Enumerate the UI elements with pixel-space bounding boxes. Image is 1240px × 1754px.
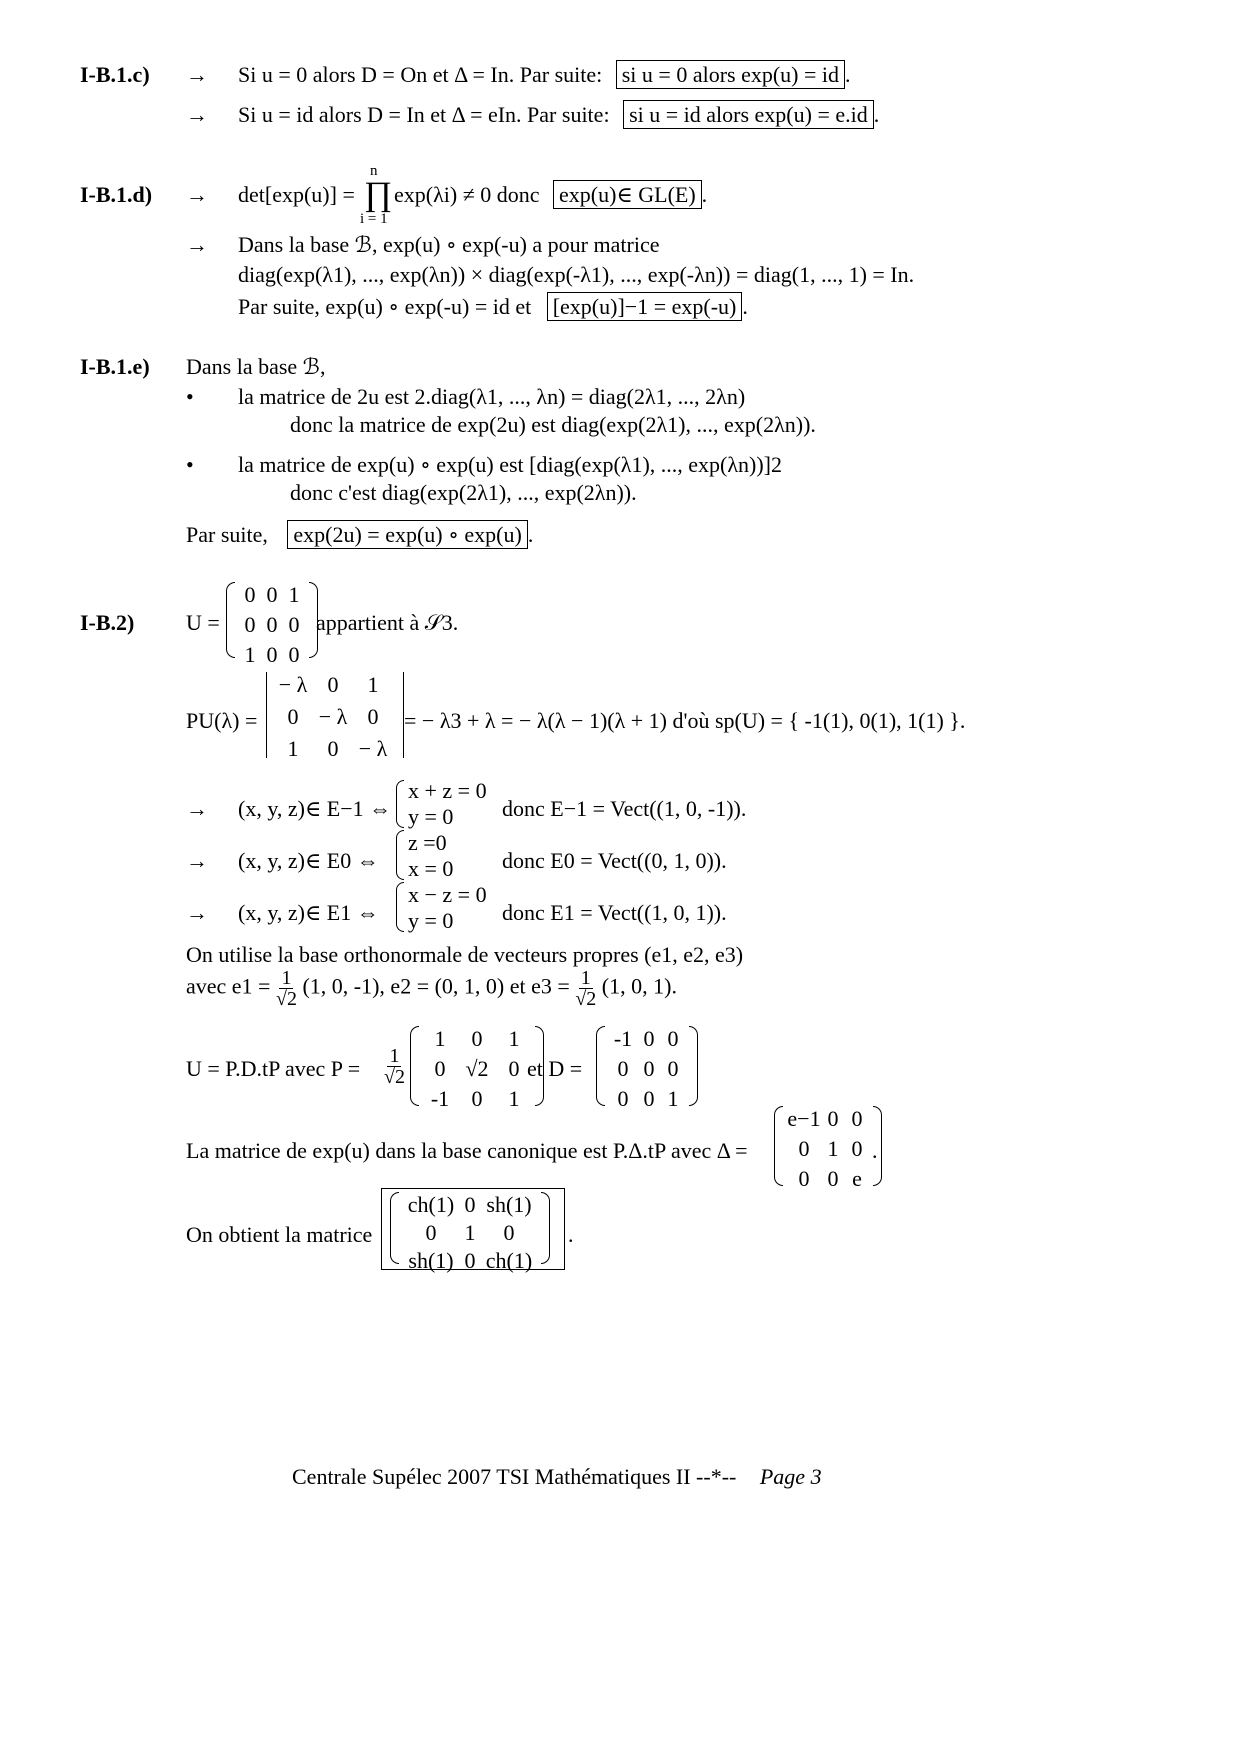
basis-avec: avec e1 = — [186, 973, 271, 999]
prod-upper-index: n — [370, 163, 378, 179]
fraction-one-over-sqrt2 — [276, 968, 297, 1009]
basis-e1-e2: (1, 0, -1), e2 = (0, 1, 0) et e3 = — [302, 973, 570, 999]
b1d-boxed-inverse: [exp(u)]−1 = exp(-u) — [547, 292, 743, 321]
b1d-line2: Dans la base ℬ, exp(u) ∘ exp(-u) a pour matrice — [238, 232, 660, 257]
b1e-intro: Dans la base ℬ, — [186, 354, 326, 379]
pu-lhs: PU(λ) = — [186, 708, 258, 733]
d-matrix — [596, 1026, 698, 1111]
brace-icon — [396, 882, 404, 932]
final-matrix-cell-2-0: sh(1) — [408, 1248, 454, 1273]
p-matrix-cells — [419, 1026, 535, 1111]
pu-det-cell-1-2: 0 — [367, 704, 379, 729]
footer-text: Centrale Supélec 2007 TSI Mathématiques II --*-- — [292, 1464, 737, 1489]
b1c-line1-boxed-result: si u = 0 alors exp(u) = id — [616, 60, 845, 89]
frac-den: √2 — [384, 1066, 405, 1088]
basis-e3: (1, 0, 1). — [601, 973, 677, 999]
u-matrix-cell-2-1: 0 — [266, 642, 278, 667]
b1e-conclusion-text: Par suite, — [186, 522, 268, 547]
d-matrix-cell-1-0: 0 — [617, 1056, 629, 1081]
pu-det-cell-0-2: 1 — [367, 672, 379, 697]
p-matrix-cell-0-0: 1 — [434, 1026, 446, 1051]
delta-matrix-cell-0-1: 0 — [827, 1106, 839, 1131]
p-matrix-cell-2-0: -1 — [430, 1086, 450, 1111]
eig-sys2-1: y = 0 — [408, 908, 454, 933]
b1e-conclusion: Par suite, exp(2u) = exp(u) ∘ exp(u) . — [186, 522, 534, 547]
section-label-b1d: I-B.1.d) — [80, 182, 153, 207]
arrow-icon: → — [186, 62, 208, 87]
delta-matrix-cell-2-0: 0 — [798, 1166, 810, 1191]
sqrt-radicand: 2 — [394, 1066, 405, 1088]
b1c-line2-boxed-result: si u = id alors exp(u) = e.id — [623, 100, 874, 129]
pu-determinant-cells — [269, 672, 397, 761]
section-label-b2: I-B.2) — [80, 610, 135, 635]
delta-matrix-cell-0-2: 0 — [851, 1106, 863, 1131]
b1e-item2-b: donc c'est diag(exp(2λ1), ..., exp(2λn)). — [290, 480, 637, 505]
basis-line: On utilise la base orthonormale de vecteurs propres (e1, e2, e3) — [186, 942, 744, 967]
b1d-line4: Par suite, exp(u) ∘ exp(-u) = id et [exp(u)]−1 = exp(-u) . — [238, 294, 748, 319]
b1c-line1: Si u = 0 alors D = On et Δ = In. Par suite: si u = 0 alors exp(u) = id . — [238, 62, 851, 87]
u-matrix-cell-0-0: 0 — [244, 582, 256, 607]
brace-icon — [396, 830, 404, 880]
u-matrix-cell-1-0: 0 — [244, 612, 256, 637]
final-matrix-cell-0-2: sh(1) — [486, 1192, 532, 1217]
delta-matrix-cell-1-2: 0 — [851, 1136, 863, 1161]
p-matrix-cell-1-1: √2 — [465, 1056, 489, 1081]
d-matrix-cell-0-1: 0 — [643, 1026, 655, 1051]
u-definition-lhs: U = — [186, 610, 220, 635]
b1e-boxed-result: exp(2u) = exp(u) ∘ exp(u) — [287, 520, 527, 549]
eig-sys1-minus1: x + z = 0 — [408, 778, 487, 803]
sqrt-radicand: 2 — [586, 988, 597, 1010]
footer-page: Page 3 — [759, 1464, 822, 1489]
eig-sys1-0: z =0 — [408, 830, 447, 855]
p-matrix-cell-1-0: 0 — [434, 1056, 446, 1081]
bullet-icon: • — [186, 384, 194, 409]
b1c-line2: Si u = id alors D = In et Δ = eIn. Par suite: si u = id alors exp(u) = e.id . — [238, 102, 880, 127]
b1d-det-lhs: det[exp(u)] = — [238, 182, 355, 207]
final-matrix-cells — [399, 1192, 541, 1273]
delta-matrix-cell-1-0: 0 — [798, 1136, 810, 1161]
fraction-one-over-sqrt2 — [384, 1046, 405, 1087]
u-matrix-cell-2-2: 0 — [288, 642, 300, 667]
delta-matrix-cell-2-1: 0 — [827, 1166, 839, 1191]
updp-text: U = P.D.tP avec P = — [186, 1056, 361, 1081]
prod-lower-index: i = 1 — [360, 211, 388, 227]
pu-det-cell-1-1: − λ — [318, 704, 348, 729]
eig-cond-minus1: (x, y, z)∈ E−1 ⇔ — [238, 796, 392, 821]
d-matrix-cell-0-0: -1 — [613, 1026, 633, 1051]
final-matrix-cell-0-0: ch(1) — [407, 1192, 455, 1217]
d-matrix-cell-1-1: 0 — [643, 1056, 655, 1081]
pu-det-cell-2-0: 1 — [287, 736, 299, 761]
u-matrix-cell-2-0: 1 — [244, 642, 256, 667]
delta-matrix-cell-0-0: e−1 — [787, 1106, 821, 1131]
d-matrix-cells — [605, 1026, 689, 1111]
basis-vectors — [186, 968, 677, 1009]
b1c-line1-text: Si u = 0 alors D = On et Δ = In. Par suite: — [238, 62, 603, 87]
final-text: On obtient la matrice — [186, 1222, 373, 1247]
final-matrix-cell-1-0: 0 — [425, 1220, 437, 1245]
delta-period: . — [872, 1138, 878, 1163]
frac-num: 1 — [281, 967, 292, 989]
p-prefactor — [384, 1046, 405, 1087]
d-matrix-cell-2-2: 1 — [667, 1086, 679, 1111]
delta-matrix — [774, 1106, 882, 1191]
d-matrix-cell-0-2: 0 — [667, 1026, 679, 1051]
p-matrix-cell-0-1: 0 — [471, 1026, 483, 1051]
p-matrix-cell-0-2: 1 — [508, 1026, 520, 1051]
final-matrix-cell-2-1: 0 — [464, 1248, 476, 1273]
u-matrix-cell-0-2: 1 — [288, 582, 300, 607]
section-label-b1c: I-B.1.c) — [80, 62, 150, 87]
u-matrix-cells — [235, 582, 309, 667]
b1e-item2-a: la matrice de exp(u) ∘ exp(u) est [diag(exp(λ1), ..., exp(λn))]2 — [238, 452, 783, 477]
eig-cond-1: (x, y, z)∈ E1 ⇔ — [238, 900, 379, 925]
final-matrix-cell-2-2: ch(1) — [485, 1248, 533, 1273]
eig-sys1-1: x − z = 0 — [408, 882, 487, 907]
pu-determinant — [266, 672, 406, 761]
p-matrix-cell-2-2: 1 — [508, 1086, 520, 1111]
delta-matrix-cell-1-1: 1 — [827, 1136, 839, 1161]
section-label-b1e: I-B.1.e) — [80, 354, 150, 379]
eig-result-minus1: donc E−1 = Vect((1, 0, -1)). — [502, 796, 747, 821]
arrow-icon: → — [186, 796, 208, 821]
product-symbol-icon: ∏ — [364, 176, 392, 213]
frac-den: √2 — [275, 988, 297, 1010]
exp-line: La matrice de exp(u) dans la base canonique est P.Δ.tP avec Δ = — [186, 1138, 748, 1163]
b1d-line4-text: Par suite, exp(u) ∘ exp(-u) = id et — [238, 294, 532, 319]
pu-det-cell-2-2: − λ — [358, 736, 388, 761]
u-matrix-cell-1-2: 0 — [288, 612, 300, 637]
footer — [292, 1466, 822, 1488]
frac-den: √2 — [575, 988, 597, 1010]
frac-num: 1 — [389, 1045, 400, 1067]
b1d-det-rhs-text: exp(λi) ≠ 0 donc — [394, 182, 540, 207]
b1e-item1-a: la matrice de 2u est 2.diag(λ1, ..., λn) = diag(2λ1, ..., 2λn) — [238, 384, 746, 409]
et-d-text: et D = — [527, 1056, 583, 1081]
p-matrix-cell-2-1: 0 — [471, 1086, 483, 1111]
frac-num: 1 — [580, 967, 591, 989]
u-belongs: appartient à 𝒮3. — [316, 610, 459, 635]
u-matrix-cell-0-1: 0 — [266, 582, 278, 607]
delta-matrix-cell-2-2: e — [852, 1166, 862, 1191]
b1d-det-rhs: exp(λi) ≠ 0 donc exp(u)∈ GL(E) . — [394, 182, 708, 207]
eig-sys2-0: x = 0 — [408, 856, 454, 881]
pu-det-cell-0-1: 0 — [327, 672, 339, 697]
final-matrix-cell-1-1: 1 — [464, 1220, 476, 1245]
b1c-line2-text: Si u = id alors D = In et Δ = eIn. Par suite: — [238, 102, 610, 127]
arrow-icon: → — [186, 232, 208, 257]
p-matrix — [410, 1026, 544, 1111]
sqrt-radicand: 2 — [286, 988, 297, 1010]
delta-matrix-cells — [783, 1106, 873, 1191]
arrow-icon: → — [186, 848, 208, 873]
p-matrix-cell-1-2: 0 — [508, 1056, 520, 1081]
d-matrix-cell-2-0: 0 — [617, 1086, 629, 1111]
eig-cond-0: (x, y, z)∈ E0 ⇔ — [238, 848, 379, 873]
fraction-one-over-sqrt2 — [575, 968, 596, 1009]
bullet-icon: • — [186, 452, 194, 477]
d-matrix-cell-2-1: 0 — [643, 1086, 655, 1111]
eig-sys2-minus1: y = 0 — [408, 804, 454, 829]
eig-result-1: donc E1 = Vect((1, 0, 1)). — [502, 900, 727, 925]
arrow-icon: → — [186, 102, 208, 127]
pu-rhs: = − λ3 + λ = − λ(λ − 1)(λ + 1) d'où sp(U) = { -1(1), 0(1), 1(1) }. — [404, 708, 966, 733]
arrow-icon: → — [186, 900, 208, 925]
eig-result-0: donc E0 = Vect((0, 1, 0)). — [502, 848, 727, 873]
b1d-boxed-gl: exp(u)∈ GL(E) — [553, 180, 702, 209]
u-matrix-cell-1-1: 0 — [266, 612, 278, 637]
final-matrix-cell-1-2: 0 — [503, 1220, 515, 1245]
d-matrix-cell-1-2: 0 — [667, 1056, 679, 1081]
b1d-line3: diag(exp(λ1), ..., exp(λn)) × diag(exp(-λ1), ..., exp(-λn)) = diag(1, ..., 1) = In. — [238, 262, 915, 287]
b1e-item1-b: donc la matrice de exp(2u) est diag(exp(2λ1), ..., exp(2λn)). — [290, 412, 816, 437]
final-period: . — [568, 1222, 574, 1247]
final-matrix-cell-0-1: 0 — [464, 1192, 476, 1217]
pu-det-cell-0-0: − λ — [278, 672, 308, 697]
pu-det-cell-2-1: 0 — [327, 736, 339, 761]
brace-icon — [396, 780, 404, 828]
final-matrix — [390, 1192, 550, 1273]
arrow-icon: → — [186, 182, 208, 207]
pu-det-cell-1-0: 0 — [287, 704, 299, 729]
u-matrix — [226, 582, 318, 667]
